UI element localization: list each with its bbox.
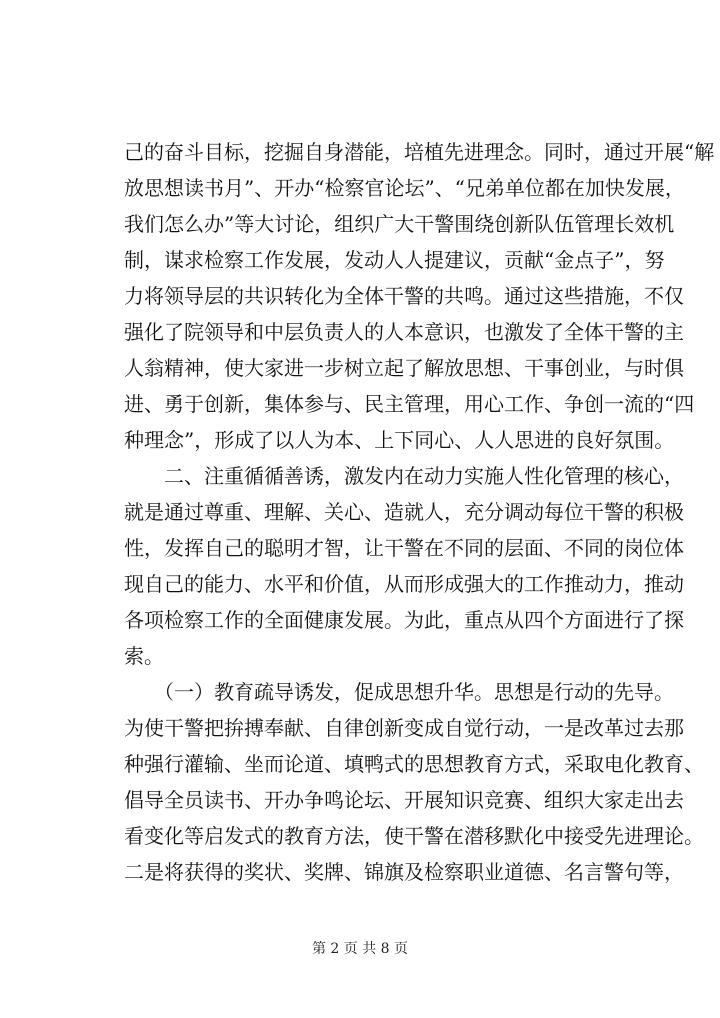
- text-line-1: 己的奋斗目标，挖掘自身潜能，培植先进理念。同时，通过开展“解: [124, 140, 715, 164]
- text-line-2: 放思想读书月”、开办“检察官论坛”、“兄弟单位都在加快发展，: [124, 176, 685, 200]
- text-line-9: 种理念”，形成了以人为本、上下同心、人人思进的良好氛围。: [124, 428, 675, 452]
- text-line-7: 人翁精神，使大家进一步树立起了解放思想、干事创业，与时俱: [124, 356, 684, 380]
- text-line-19: 倡导全员读书、开办争鸣论坛、开展知识竞赛、组织大家走出去: [124, 788, 684, 812]
- text-line-8: 进、勇于创新，集体参与、民主管理，用心工作、争创一流的“四: [124, 392, 695, 416]
- text-line-20: 看变化等启发式的教育方法，使干警在潜移默化中接受先进理论。: [124, 824, 704, 848]
- text-line-13: 现自己的能力、水平和价值，从而形成强大的工作推动力，推动: [124, 572, 684, 596]
- text-line-4: 制，谋求检察工作发展，发动人人提建议，贡献“金点子”，努: [124, 248, 665, 272]
- text-line-5: 力将领导层的共识转化为全体干警的共鸣。通过这些措施，不仅: [124, 284, 684, 308]
- text-line-16: （一）教育疏导诱发，促成思想升华。思想是行动的先导。: [124, 680, 674, 704]
- text-line-14: 各项检察工作的全面健康发展。为此，重点从四个方面进行了探: [124, 608, 684, 632]
- page-number-footer: 第 2 页 共 8 页: [311, 941, 409, 957]
- text-line-6: 强化了院领导和中层负责人的人本意识，也激发了全体干警的主: [124, 320, 684, 344]
- text-line-10: 二、注重循循善诱，激发内在动力实施人性化管理的核心，: [124, 464, 684, 488]
- text-line-17: 为使干警把拚搏奉献、自律创新变成自觉行动，一是改革过去那: [124, 716, 684, 740]
- text-line-15: 索。: [124, 644, 164, 668]
- text-line-11: 就是通过尊重、理解、关心、造就人，充分调动每位干警的积极: [124, 500, 684, 524]
- text-line-12: 性，发挥自己的聪明才智，让干警在不同的层面、不同的岗位体: [124, 536, 684, 560]
- text-line-3: 我们怎么办”等大讨论，组织广大干警围绕创新队伍管理长效机: [124, 212, 675, 236]
- text-line-21: 二是将获得的奖状、奖牌、锦旗及检察职业道德、名言警句等，: [124, 860, 684, 884]
- text-line-18: 种强行灌输、坐而论道、填鸭式的思想教育方式，采取电化教育、: [124, 752, 704, 776]
